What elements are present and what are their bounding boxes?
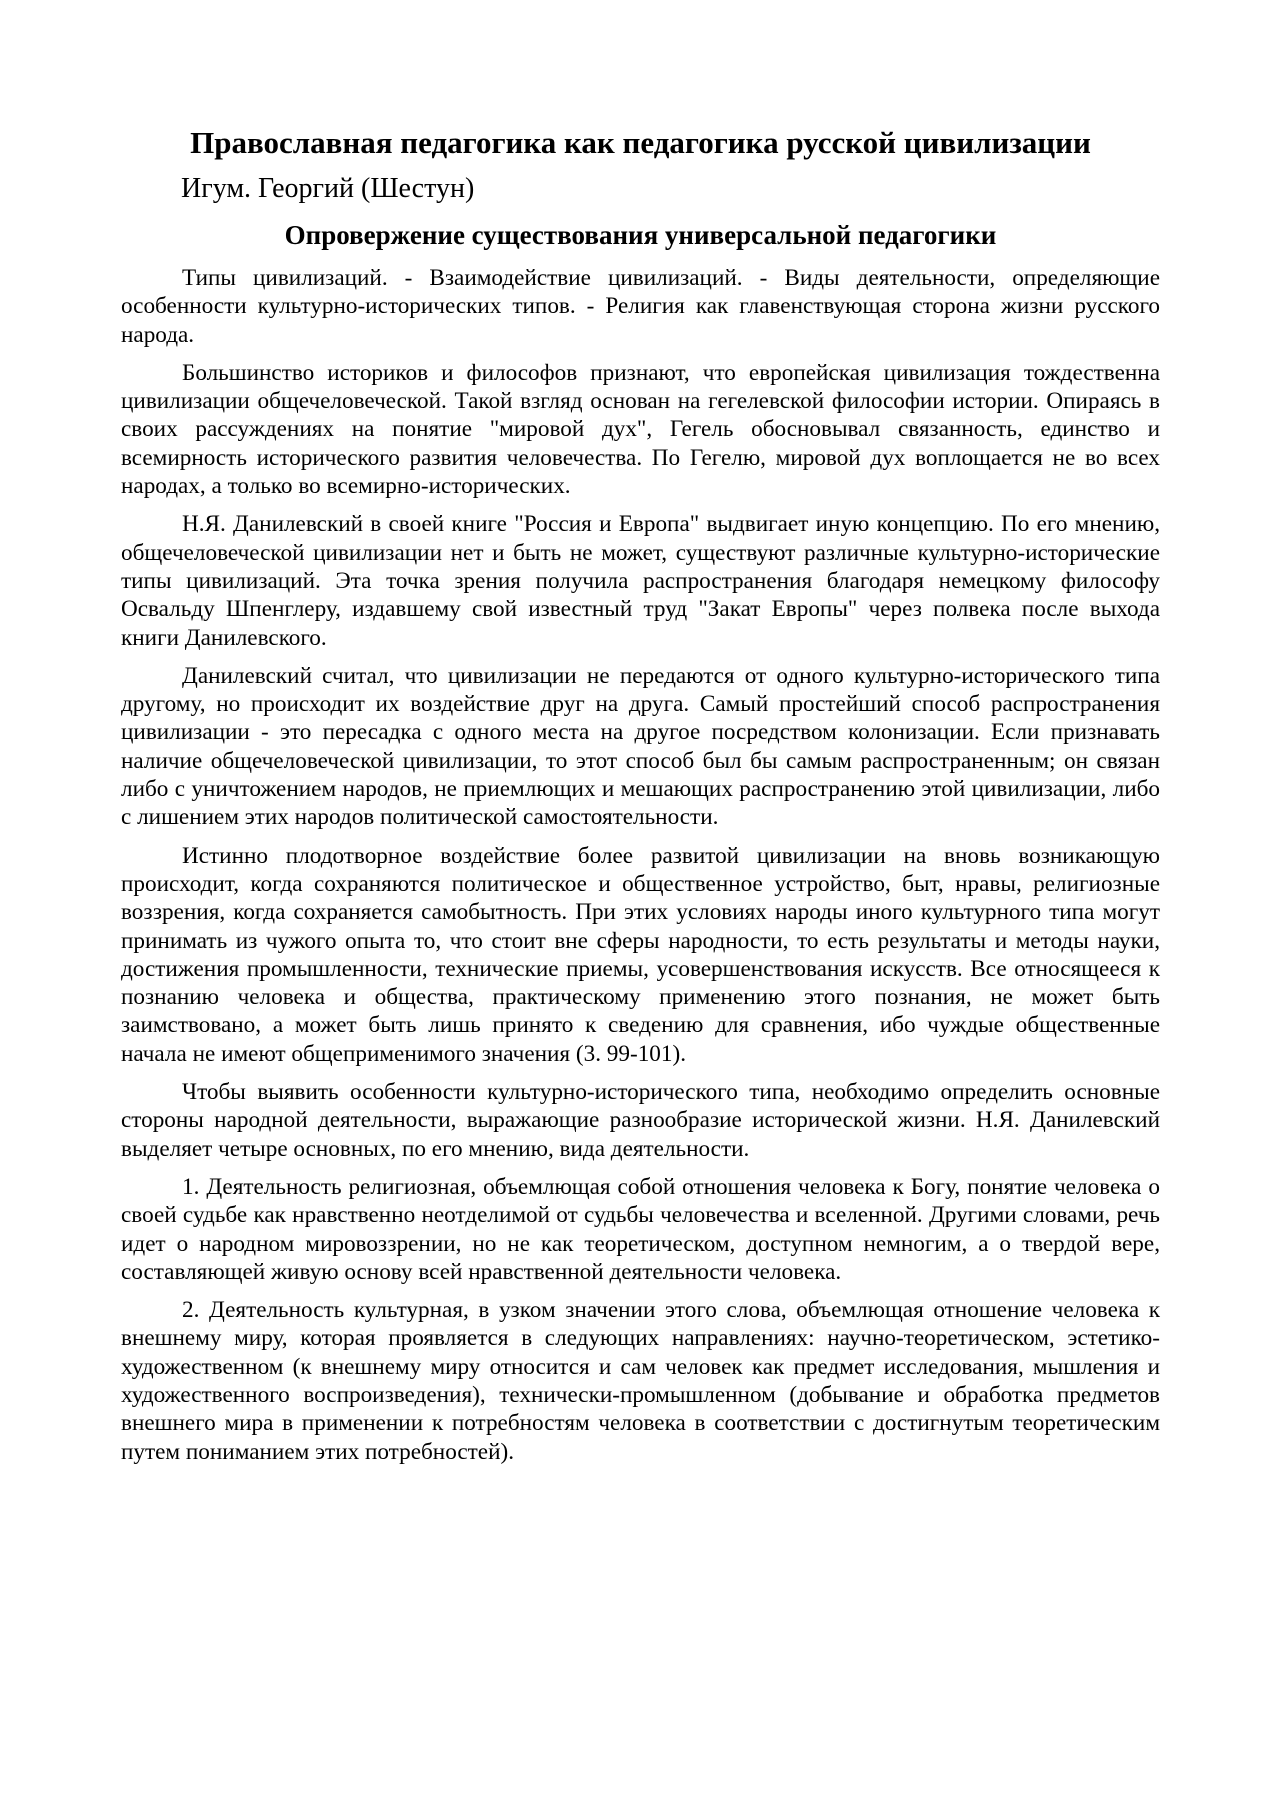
- paragraph-4: Данилевский считал, что цивилизации не передаются от одного культурно-исторического типа другому, но происходит их воздействие друг на друга. Самый простейший способ распространения цивилизации - это пересадка с одного места на другое посредством колонизации. Если признавать наличие общечеловеческой цивилизации, то этот способ был бы самым распространенным; он связан либо с уничтожением народов, не приемлющих и мешающих распространению этой цивилизации, либо с лишением этих народов политической самостоятельности.: [121, 662, 1160, 831]
- paragraph-7: 1. Деятельность религиозная, объемлющая собой отношения человека к Богу, понятие человека о своей судьбе как нравственно неотделимой от судьбы человечества и вселенной. Другими словами, речь идет о народном мировоззрении, но не как теоретическом, доступном немногим, а о твердой вере, составляющей живую основу всей нравственной деятельности человека.: [121, 1173, 1160, 1285]
- paragraph-1: Типы цивилизаций. - Взаимодействие цивилизаций. - Виды деятельности, определяющие особенности культурно-исторических типов. - Религия как главенствующая сторона жизни русского народа.: [121, 265, 1160, 348]
- paragraph-2: Большинство историков и философов признают, что европейская цивилизация тождественна цивилизации общечеловеческой. Такой взгляд основан на гегелевской философии истории. Опираясь в своих рассуждениях на понятие "мировой дух", Гегель обосновывал связанность, единство и всемирность исторического развития человечества. По Гегелю, мировой дух воплощается не во всех народах, а только во всемирно-исторических.: [121, 359, 1160, 500]
- paragraph-5: Истинно плодотворное воздействие более развитой цивилизации на вновь возникающую происходит, когда сохраняются политическое и общественное устройство, быт, нравы, религиозные воззрения, когда сохраняется самобытность. При этих условиях народы иного культурного типа могут принимать из чужого опыта то, что стоит вне сферы народности, то есть результаты и методы науки, достижения промышленности, технические приемы, усовершенствования искусств. Все относящееся к познанию человека и общества, практическому применению этого познания, не может быть заимствовано, а может быть лишь принято к сведению для сравнения, ибо чуждые общественные начала не имеют общеприменимого значения (3. 99-101).: [121, 842, 1160, 1067]
- author-line: Игум. Георгий (Шестун): [181, 173, 475, 204]
- section-title: Опровержение существования универсальной педагогики: [284, 220, 997, 250]
- paragraph-3: Н.Я. Данилевский в своей книге "Россия и Европа" выдвигает иную концепцию. По его мнению, общечеловеческой цивилизации нет и быть не может, существуют различные культурно-исторические типы цивилизаций. Эта точка зрения получила распространения благодаря немецкому философу Освальду Шпенглеру, издавшему свой известный труд "Закат Европы" через полвека после выхода книги Данилевского.: [121, 511, 1160, 651]
- document-body: [121, 118, 1160, 1476]
- document-title: Православная педагогика как педагогика русской цивилизации: [190, 125, 1091, 160]
- paragraph-8: 2. Деятельность культурная, в узком значении этого слова, объемлющая отношение человека к внешнему миру, которая проявляется в следующих направлениях: научно-теоретическом, эстетико-художественном (к внешнему миру относится и сам человек как предмет исследования, мышления и художественного воспроизведения), технически-промышленном (добывание и обработка предметов внешнего мира в применении к потребностям человека в соответствии с достигнутым теоретическим путем пониманием этих потребностей).: [121, 1297, 1160, 1465]
- paragraph-6: Чтобы выявить особенности культурно-исторического типа, необходимо определить основные стороны народной деятельности, выражающие разнообразие исторической жизни. Н.Я. Данилевский выделяет четыре основных, по его мнению, вида деятельности.: [121, 1079, 1160, 1162]
